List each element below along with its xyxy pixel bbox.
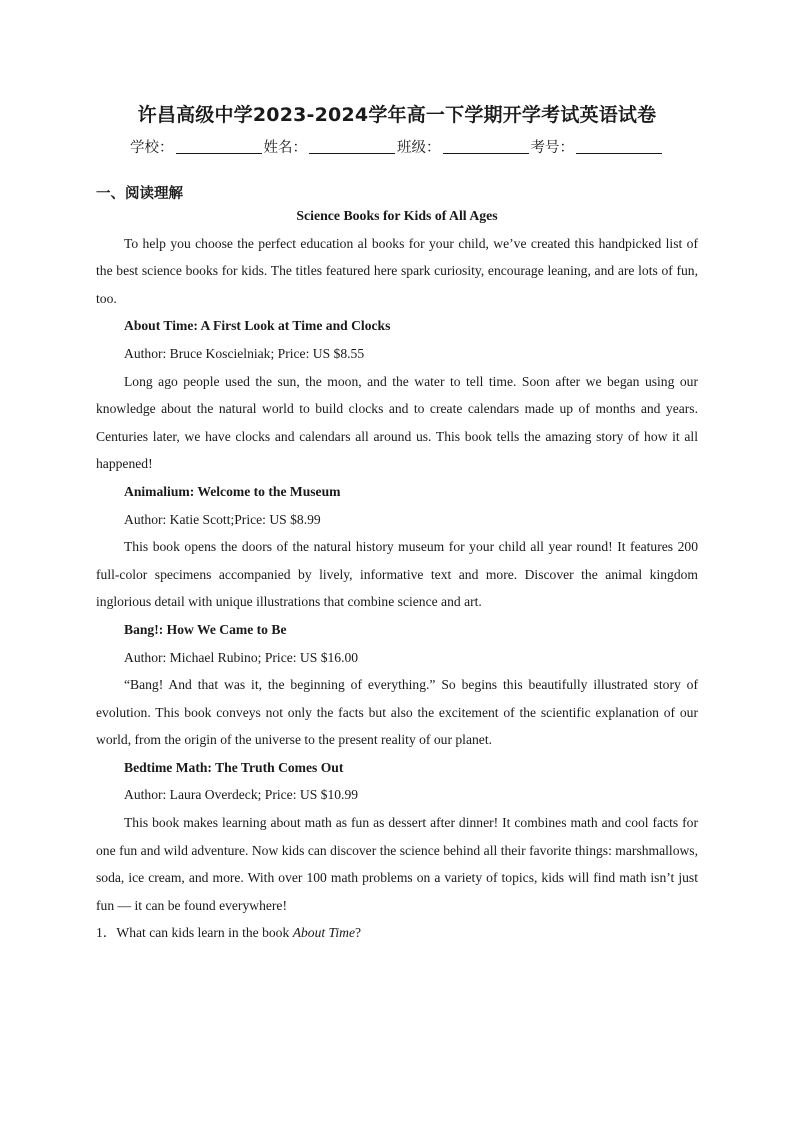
page-title: 许昌高级中学2023-2024学年高一下学期开学考试英语试卷 xyxy=(137,104,657,126)
book-meta: Author: Katie Scott;Price: US $8.99 xyxy=(124,511,321,527)
section-heading: 一、阅读理解 xyxy=(96,186,183,202)
book-title: Animalium: Welcome to the Museum xyxy=(124,483,341,499)
book-description: Long ago people used the sun, the moon, and the water to tell time. Soon after we began using our knowledge about the natural world to build clocks and to create calendars made up of months and years. Centuries later, we have clocks and calendars all around us. This book tells the amazing story of how it all happened! xyxy=(96,373,698,472)
book-description: This book opens the doors of the natural history museum for your child all year round! It features 200 full-color specimens accompanied by lively, informative text and more. Discover the animal kingdom inglorious detail with unique illustrations that combine science and art. xyxy=(96,539,698,610)
book-meta: Author: Bruce Koscielniak; Price: US $8.55 xyxy=(124,345,365,361)
book-title: About Time: A First Look at Time and Clocks xyxy=(124,318,391,334)
book-description: This book makes learning about math as fun as dessert after dinner! It combines math and cool facts for one fun and wild adventure. Now kids can discover the science behind all their favorite things: marshmallows, soda, ice cream, and more. With over 100 math problems on a variety of topics, kids will find math isn’t just fun — it can be found everywhere! xyxy=(96,815,698,913)
school-label: 学校： xyxy=(130,140,174,156)
book-meta: Author: Laura Overdeck; Price: US $10.99 xyxy=(124,787,359,803)
name-label: 姓名： xyxy=(263,140,307,156)
school-blank xyxy=(176,139,262,154)
student-info-line xyxy=(0,136,794,157)
question-mark: ? xyxy=(355,925,362,941)
question-book-title: About Time xyxy=(292,925,355,941)
passage-title: Science Books for Kids of All Ages xyxy=(296,208,498,223)
class-label: 班级： xyxy=(397,140,441,156)
class-blank xyxy=(443,139,529,154)
intro-paragraph: To help you choose the perfect education al books for your child, we’ve created this handpicked list of the best science books for kids. The titles featured here spark curiosity, encourage leaning, and are lots of fun, too. xyxy=(96,235,698,306)
book-title: Bang!: How We Came to Be xyxy=(124,621,287,637)
exam-number-label: 考号： xyxy=(530,140,574,156)
book-title: Bedtime Math: The Truth Comes Out xyxy=(124,759,344,775)
question-1 xyxy=(96,919,698,947)
question-number: 1． xyxy=(96,925,117,941)
name-blank xyxy=(309,139,395,154)
passage xyxy=(96,202,698,947)
question-text: What can kids learn in the book xyxy=(116,925,293,941)
book-meta: Author: Michael Rubino; Price: US $16.00 xyxy=(124,649,359,665)
exam-number-blank xyxy=(576,139,662,154)
book-description: “Bang! And that was it, the beginning of everything.” So begins this beautifully illustrated story of evolution. This book conveys not only the facts but also the excitement of the scientific explanation of our world, from the origin of the universe to the present reality of our planet. xyxy=(96,677,698,748)
